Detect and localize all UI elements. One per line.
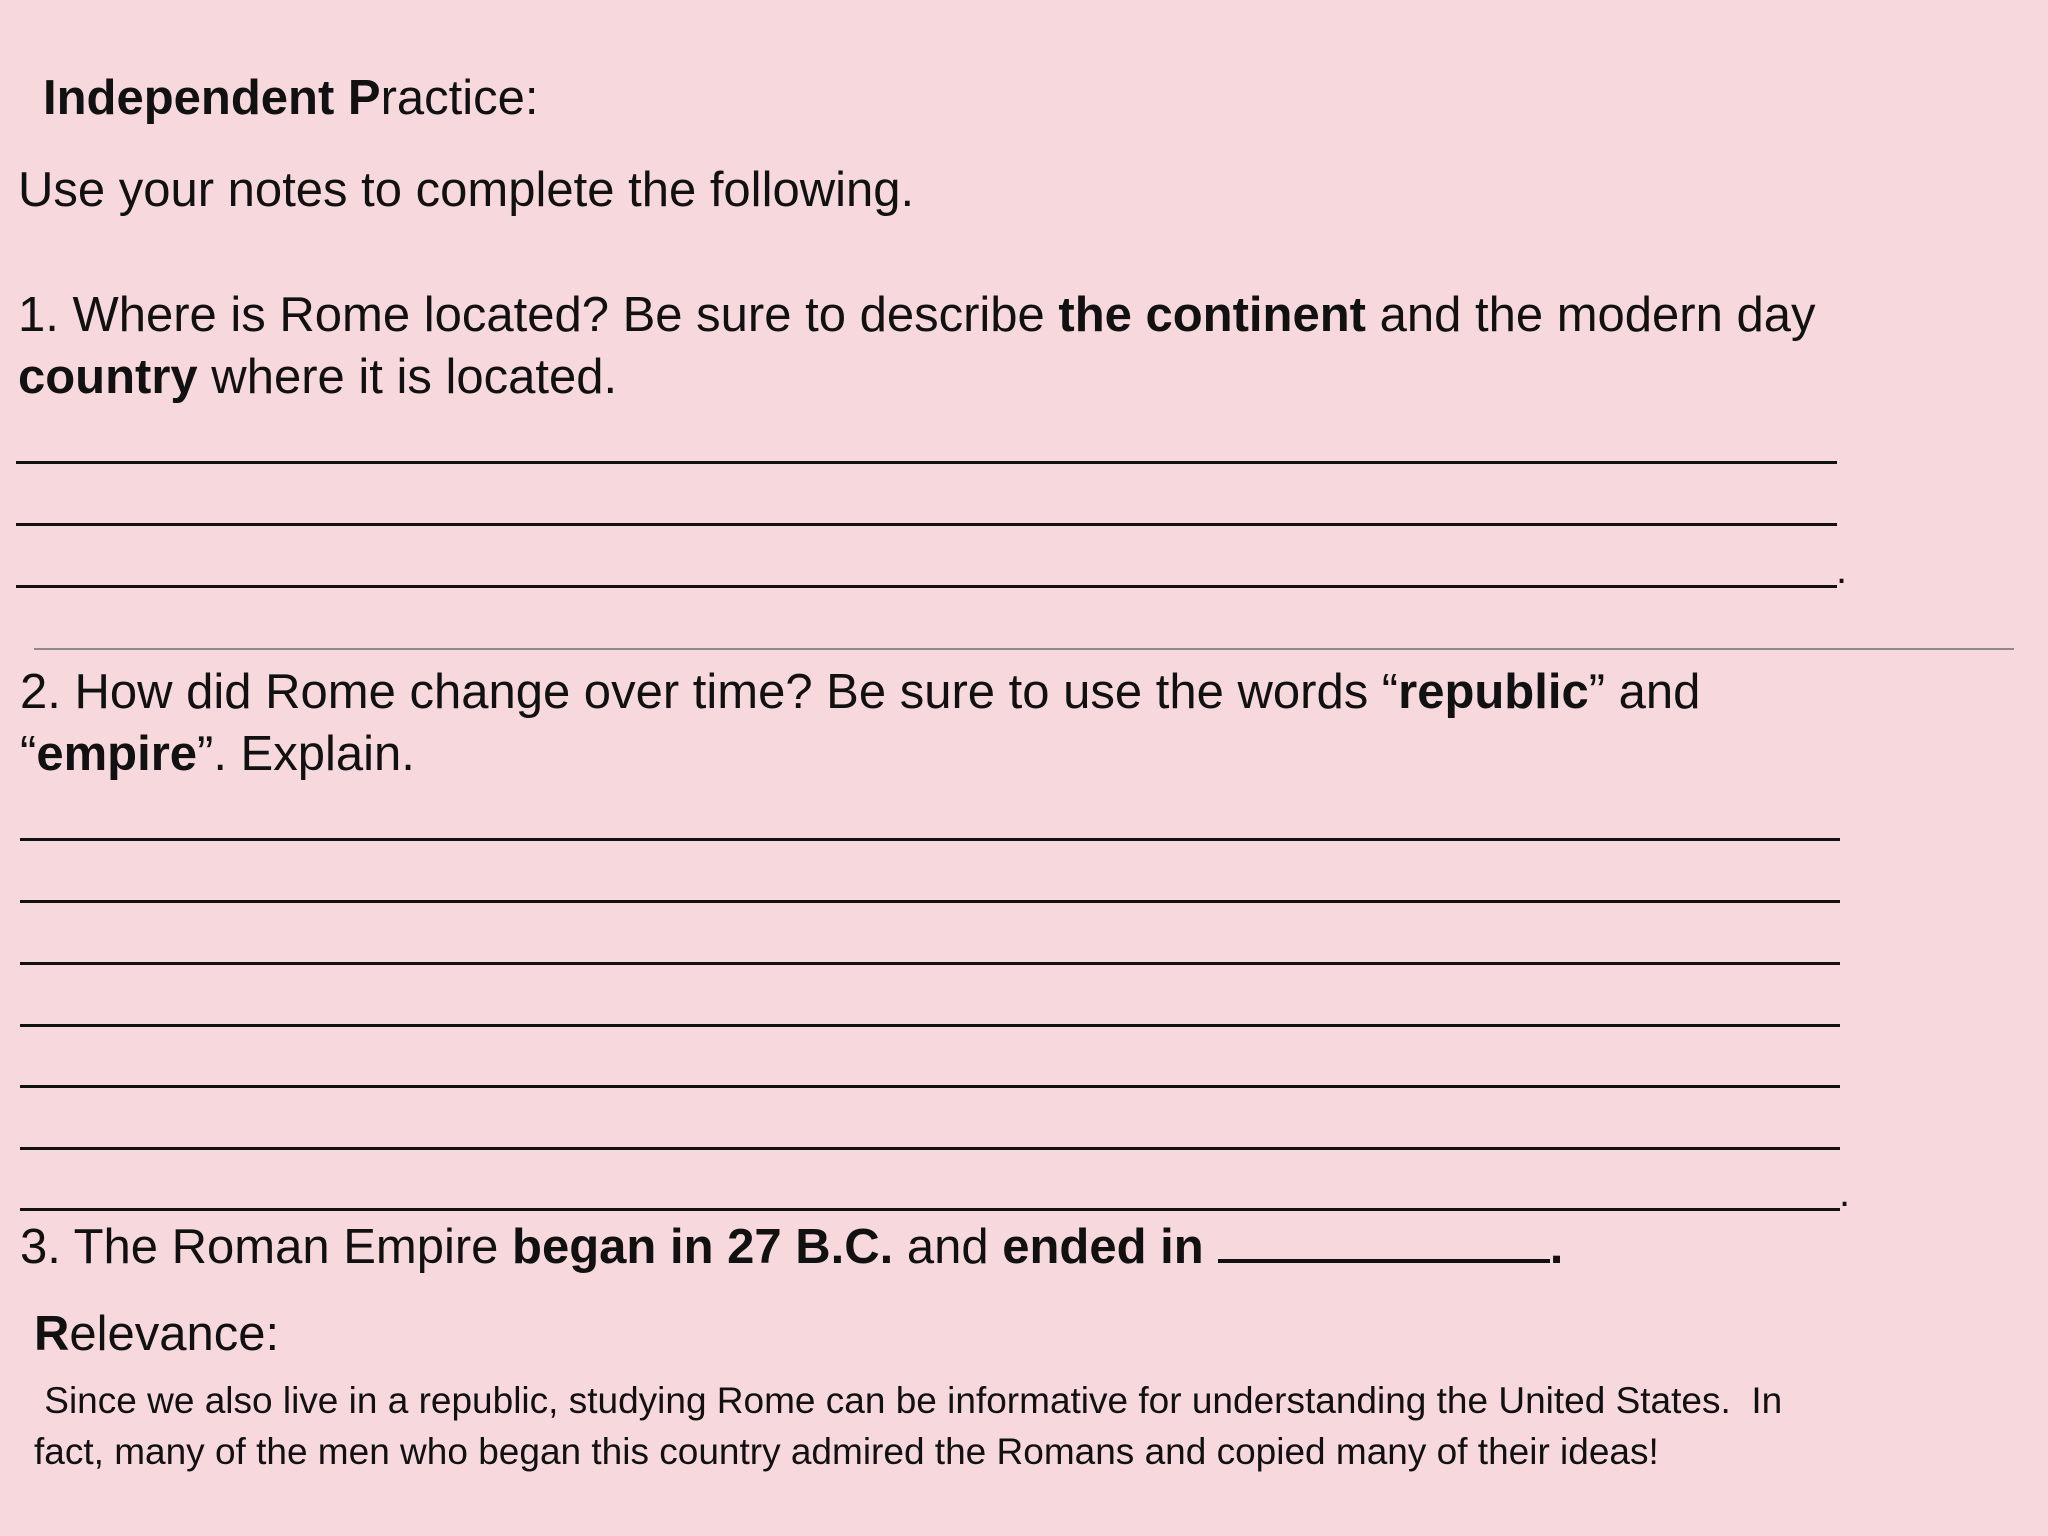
question-2 — [20, 661, 1700, 785]
question-3 — [20, 1216, 1563, 1278]
q2-bold-empire: empire — [36, 727, 198, 781]
q1-answer-line-2[interactable] — [16, 523, 1837, 526]
q1-end-period: . — [1836, 548, 1848, 592]
q3-bold-ended: ended in — [1002, 1220, 1204, 1274]
relevance-title-rest: elevance: — [69, 1307, 280, 1361]
title-bold-1: Independent — [43, 71, 348, 125]
page-title — [43, 70, 539, 126]
q2-text-4: ”. Explain. — [197, 727, 415, 781]
q1-text-1: 1. Where is Rome located? Be sure to describe — [18, 288, 1059, 342]
q1-text-3: where it is located. — [197, 350, 618, 404]
relevance-bold-r: R — [34, 1307, 70, 1361]
q3-end-period: . — [1549, 1220, 1564, 1274]
q3-answer-blank[interactable] — [1218, 1217, 1550, 1263]
q3-text-1: 3. The Roman Empire — [20, 1220, 513, 1274]
q1-bold-continent: the continent — [1058, 288, 1366, 342]
q2-text-3: “ — [20, 727, 37, 781]
q2-answer-line-1[interactable] — [20, 838, 1840, 841]
title-rest: ractice: — [380, 71, 539, 125]
q2-text-1: 2. How did Rome change over time? Be sure to use the words “ — [20, 665, 1399, 719]
q2-end-period: . — [1839, 1171, 1851, 1215]
q2-text-2: ” and — [1588, 665, 1701, 719]
relevance-heading — [34, 1303, 279, 1365]
relevance-paragraph — [34, 1375, 1994, 1477]
q3-text-2: and — [893, 1220, 1003, 1274]
question-1 — [18, 284, 1815, 408]
q2-answer-line-2[interactable] — [20, 900, 1840, 903]
q2-answer-line-3[interactable] — [20, 962, 1840, 965]
relevance-line-2: fact, many of the men who began this country admired the Romans and copied many of their ideas! — [34, 1431, 1659, 1472]
q1-text-2: and the modern day — [1365, 288, 1816, 342]
q1-answer-line-3[interactable] — [16, 585, 1837, 588]
q1-answer-line-1[interactable] — [16, 461, 1837, 464]
q2-answer-line-7[interactable] — [20, 1208, 1840, 1211]
title-bold-2: P — [347, 71, 381, 125]
q2-answer-line-4[interactable] — [20, 1024, 1840, 1027]
relevance-line-1: Since we also live in a republic, studying Rome can be informative for understanding the United States. In — [34, 1380, 1783, 1421]
section-divider — [34, 648, 2014, 650]
q2-answer-line-5[interactable] — [20, 1085, 1840, 1088]
q3-bold-began: began in 27 B.C. — [512, 1220, 894, 1274]
instructions: Use your notes to complete the following. — [18, 163, 915, 217]
q2-bold-republic: republic — [1398, 665, 1589, 719]
q2-answer-line-6[interactable] — [20, 1147, 1840, 1150]
q1-bold-country: country — [18, 350, 198, 404]
